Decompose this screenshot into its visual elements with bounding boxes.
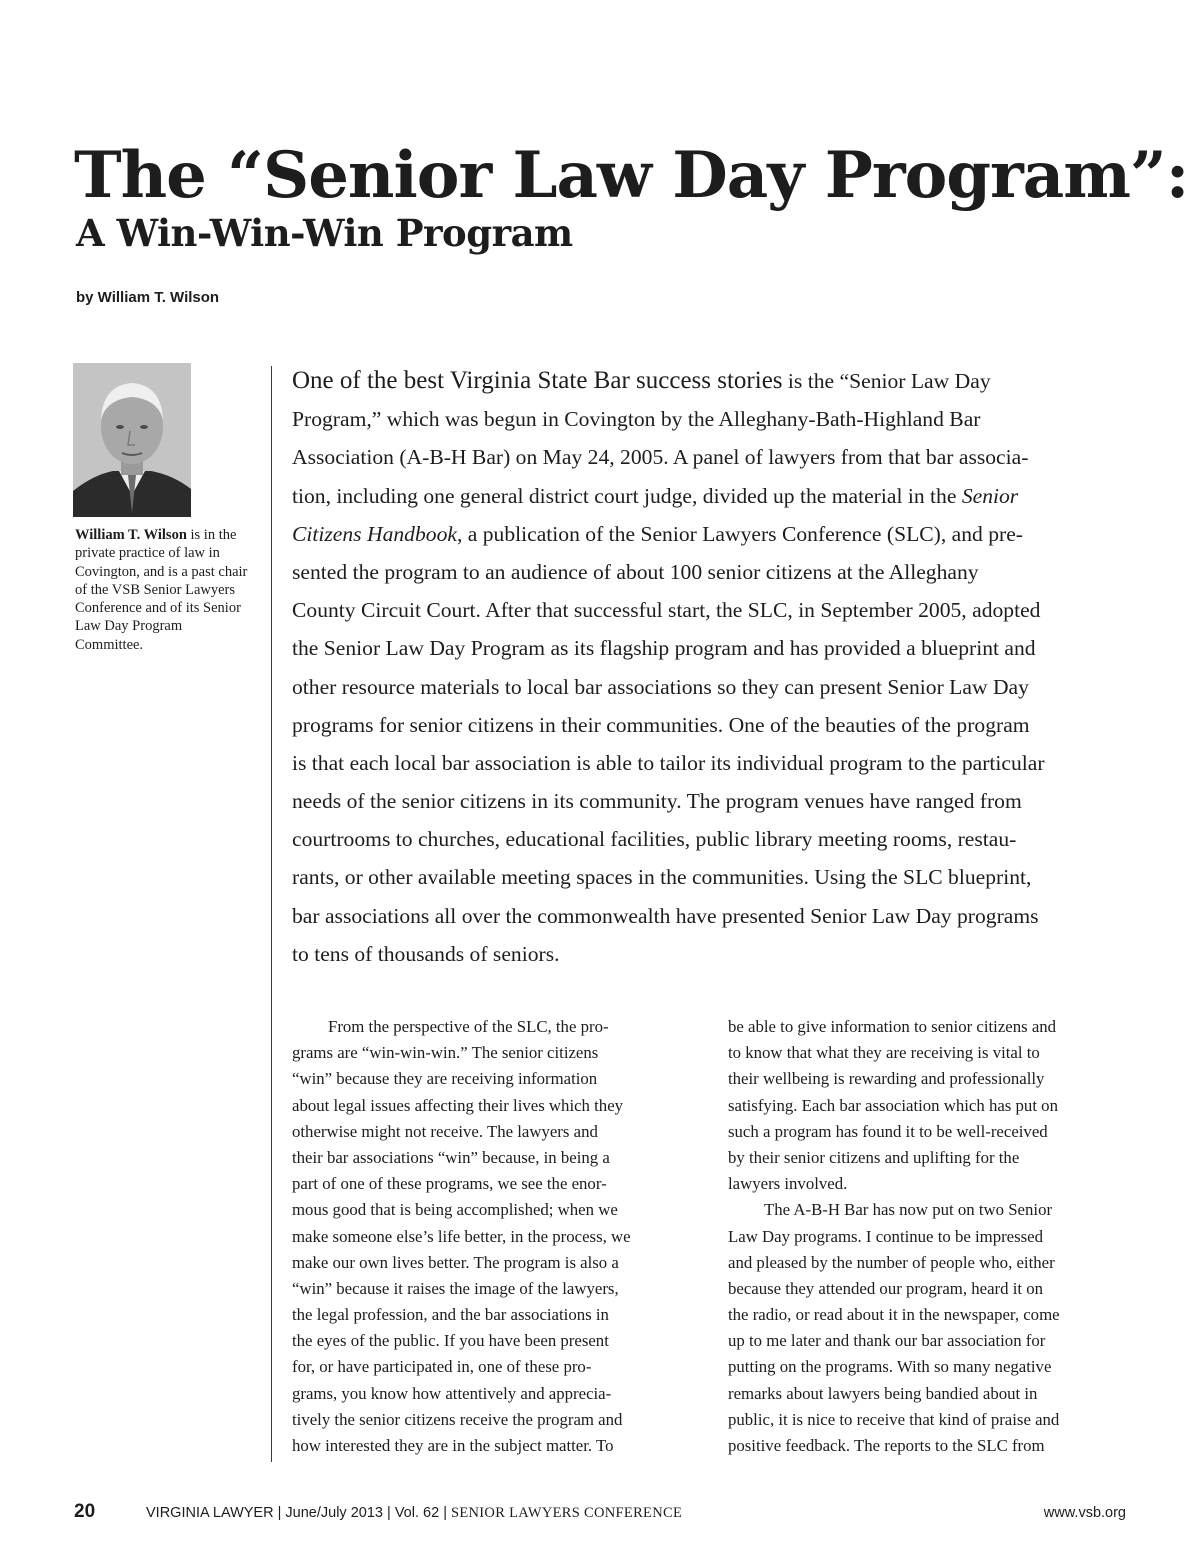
text-line: part of one of these programs, we see the enor- <box>292 1174 607 1194</box>
body-column-right <box>728 1014 1128 1459</box>
text-line: such a program has found it to be well-received <box>728 1121 1048 1141</box>
lead-line: needs of the senior citizens in its community. The program venues have ranged from <box>292 789 1022 814</box>
separator: | <box>443 1505 447 1521</box>
lead-line: the Senior Law Day Program as its flagship program and has provided a blueprint and <box>292 636 1036 661</box>
text-line: putting on the programs. With so many negative <box>728 1357 1052 1377</box>
lead-line: rants, or other available meeting spaces in the communities. Using the SLC blueprint, <box>292 865 1032 890</box>
text-line: and pleased by the number of people who, either <box>728 1252 1055 1272</box>
text-line: their wellbeing is rewarding and professionally <box>728 1069 1045 1089</box>
text-line: public, it is nice to receive that kind of praise and <box>728 1409 1060 1429</box>
text-line: satisfying. Each bar association which has put on <box>728 1095 1058 1115</box>
page-number: 20 <box>74 1501 96 1522</box>
section-name: SENIOR LAWYERS CONFERENCE <box>451 1505 683 1521</box>
text-line: because they attended our program, heard it on <box>728 1278 1043 1298</box>
lead-line: Citizens Handbook, a publication of the Senior Lawyers Conference (SLC), and pre- <box>292 521 1023 546</box>
lead-line: bar associations all over the commonwealth have presented Senior Law Day programs <box>292 903 1039 928</box>
text-line: From the perspective of the SLC, the pro- <box>328 1017 609 1036</box>
lead-line: to tens of thousands of seniors. <box>292 941 560 966</box>
text-line: up to me later and thank our bar association for <box>728 1331 1046 1351</box>
lead-line: Association (A-B-H Bar) on May 24, 2005. A panel of lawyers from that bar associa- <box>292 445 1029 470</box>
separator: | <box>387 1505 391 1521</box>
text-line: for, or have participated in, one of these pro- <box>292 1357 592 1377</box>
lead-line: Program,” which was begun in Covington by the Alleghany-Bath-Highland Bar <box>292 407 981 432</box>
text-line: tively the senior citizens receive the program and <box>292 1409 623 1429</box>
lead-line: County Circuit Court. After that successful start, the SLC, in September 2005, adopted <box>292 598 1041 623</box>
text-line: about legal issues affecting their lives which they <box>292 1095 624 1115</box>
text-line: make our own lives better. The program is also a <box>292 1252 619 1272</box>
article-title: The “Senior Law Day Program”: <box>74 138 1189 213</box>
text-line: make someone else’s life better, in the process, we <box>292 1226 631 1246</box>
text-line: The A-B-H Bar has now put on two Senior <box>764 1200 1053 1220</box>
publication-name: VIRGINIA LAWYER <box>146 1505 274 1521</box>
lead-line: courtrooms to churches, educational facilities, public library meeting rooms, restau- <box>292 827 1017 852</box>
text-line: how interested they are in the subject matter. To <box>292 1436 614 1455</box>
volume: Vol. 62 <box>394 1505 440 1521</box>
lead-in: One of the best Virginia State Bar success stories <box>292 367 783 394</box>
italic-handbook-title: Citizens Handbook <box>292 521 457 546</box>
author-bio <box>75 526 253 654</box>
byline: by William T. Wilson <box>76 289 220 306</box>
author-photo <box>73 363 191 517</box>
issue-date: June/July 2013 <box>285 1505 383 1521</box>
lead-line: programs for senior citizens in their communities. One of the beauties of the program <box>292 712 1030 737</box>
text-line: the radio, or read about it in the newspaper, come <box>728 1305 1060 1325</box>
lead-line: One of the best Virginia State Bar success stories is the “Senior Law Day <box>292 367 991 394</box>
text-line: Law Day programs. I continue to be impressed <box>728 1226 1044 1246</box>
text-line: the eyes of the public. If you have been present <box>292 1331 609 1351</box>
publication-info <box>146 1503 682 1523</box>
column-divider <box>271 366 272 1462</box>
lead-line: sented the program to an audience of about 100 senior citizens at the Alleghany <box>292 559 979 584</box>
text-line: “win” because they are receiving information <box>292 1069 598 1089</box>
text-line: their bar associations “win” because, in being a <box>292 1147 610 1167</box>
separator: | <box>277 1505 282 1521</box>
text-line: be able to give information to senior citizens and <box>728 1017 1057 1036</box>
text-line: the legal profession, and the bar associations in <box>292 1305 609 1325</box>
author-bio-text: is in the private practice of law in Covington, and is a past chair of the VSB Senior Lawyers Conference and of its Senior Law Day Program Committee. <box>75 527 248 653</box>
text-line: lawyers involved. <box>728 1174 848 1194</box>
text-line: grams, you know how attentively and apprecia- <box>292 1383 612 1403</box>
text-line: to know that what they are receiving is vital to <box>728 1043 1040 1063</box>
page-footer <box>0 1500 1200 1524</box>
lead-line: other resource materials to local bar associations so they can present Senior Law Day <box>292 674 1029 699</box>
author-name: William T. Wilson <box>75 527 187 543</box>
text-line: “win” because it raises the image of the lawyers, <box>292 1278 619 1298</box>
italic-senior: Senior <box>961 483 1019 508</box>
text-line: grams are “win-win-win.” The senior citizens <box>292 1043 599 1063</box>
lead-paragraph <box>292 362 1128 973</box>
lead-line: tion, including one general district court judge, divided up the material in the Senior <box>292 483 1019 508</box>
lead-line: is that each local bar association is able to tailor its individual program to the particular <box>292 750 1045 775</box>
text-line: otherwise might not receive. The lawyers and <box>292 1121 598 1141</box>
article-subtitle: A Win-Win-Win Program <box>76 211 573 255</box>
text-line: mous good that is being accomplished; when we <box>292 1200 618 1220</box>
body-column-left <box>292 1014 692 1459</box>
text-line: by their senior citizens and uplifting for the <box>728 1147 1020 1167</box>
text-line: remarks about lawyers being bandied about in <box>728 1383 1038 1403</box>
text-line: positive feedback. The reports to the SLC from <box>728 1436 1045 1455</box>
website-link[interactable]: www.vsb.org <box>1043 1505 1126 1521</box>
